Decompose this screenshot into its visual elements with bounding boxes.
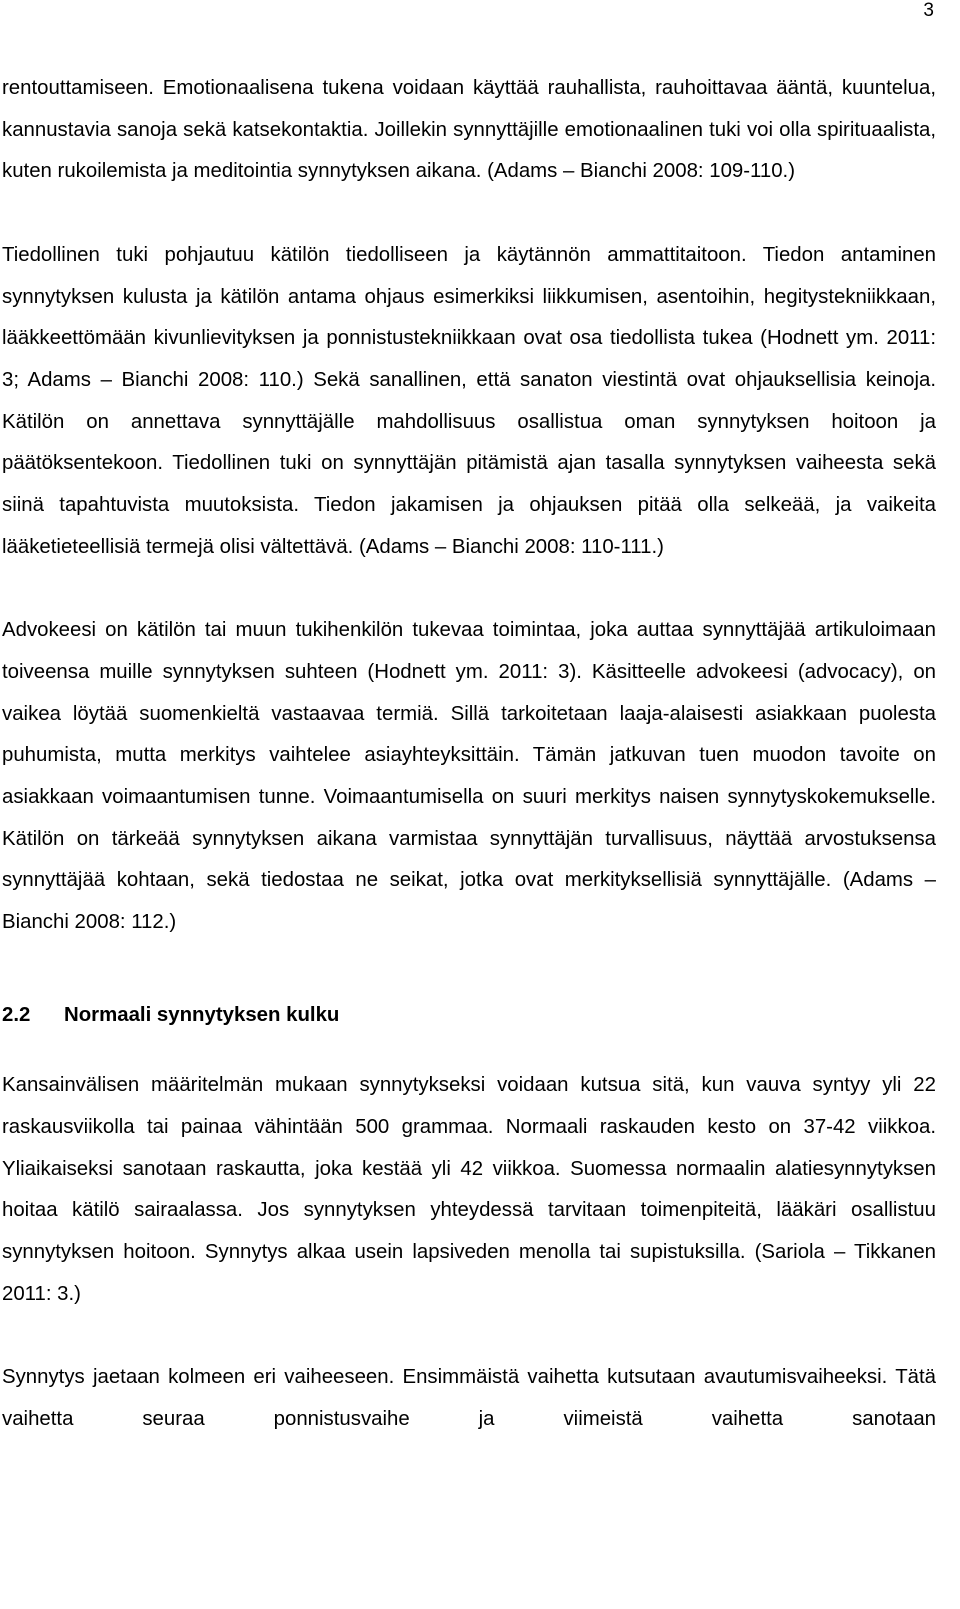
paragraph-birth-stages: Synnytys jaetaan kolmeen eri vaiheeseen. Ensimmäistä vaihetta kutsutaan avautumisvaiheeksi. Tätä vaihetta seuraa ponnistusvaihe ja viimeistä vaihetta sanotaan <box>2 1366 936 1430</box>
section-heading <box>2 995 936 1037</box>
document-body <box>2 68 936 1440</box>
paragraph-gap <box>2 944 936 986</box>
paragraph-gap <box>2 193 936 235</box>
paragraph-gap <box>2 1315 936 1357</box>
section-title: Normaali synnytyksen kulku <box>64 1004 340 1027</box>
paragraph-advocacy: Advokeesi on kätilön tai muun tukihenkilön tukevaa toimintaa, joka auttaa synnyttäjää artikuloimaan toiveensa muille synnytyksen suhteen (Hodnett ym. 2011: 3). Käsitteelle advokeesi (advocacy), on vaikea löytää suomenkieltä vastaavaa termiä. Sillä tarkoitetaan laaja-alaisesti asiakkaan puolesta puhumista, mutta merkitys vaihtelee asiayhteyksittäin. Tämän jatkuvan tuen muodon tavoite on asiakkaan voimaantumisen tunne. Voimaantumisella on suuri merkitys naisen synnytyskokemukselle. Kätilön on tärkeää synnytyksen aikana varmistaa synnyttäjän turvallisuus, näyttää arvostuksensa synnyttäjää kohtaan, sekä tiedostaa ne seikat, jotka ovat merkityksellisiä synnyttäjälle. (Adams – Bianchi 2008: 112.) <box>2 619 936 934</box>
page-number: 3 <box>923 0 934 21</box>
paragraph-emotional-support: rentouttamiseen. Emotionaalisena tukena voidaan käyttää rauhallista, rauhoittavaa ääntä, kuuntelua, kannustavia sanoja sekä katsekontaktia. Joillekin synnyttäjille emotionaalinen tuki voi olla spirituaalista, kuten rukoilemista ja meditointia synnytyksen aikana. (Adams – Bianchi 2008: 109-110.) <box>2 77 936 183</box>
paragraph-informational-support: Tiedollinen tuki pohjautuu kätilön tiedolliseen ja käytännön ammattitaitoon. Tiedon antaminen synnytyksen kulusta ja kätilön antama ohjaus esimerkiksi liikkumisen, asentoihin, hegitystekniikkaan, lääkkeettömään kivunlievityksen ja ponnistustekniikkaan ovat osa tiedollista tukea (Hodnett ym. 2011: 3; Adams – Bianchi 2008: 110.) Sekä sanallinen, että sanaton viestintä ovat ohjauksellisia keinoja. Kätilön on annettava synnyttäjälle mahdollisuus osallistua oman synnytyksen hoitoon ja päätöksentekoon. Tiedollinen tuki on synnyttäjän pitämistä ajan tasalla synnytyksen vaiheesta sekä siinä tapahtuvista muutoksista. Tiedon jakamisen ja ohjauksen pitää olla selkeää, ja vaikeita lääketieteellisiä termejä olisi vältettävä. (Adams – Bianchi 2008: 110-111.) <box>2 243 936 558</box>
paragraph-gap <box>2 1037 936 1065</box>
section-number: 2.2 <box>2 1004 31 1027</box>
paragraph-normal-birth: Kansainvälisen määritelmän mukaan synnytykseksi voidaan kutsua sitä, kun vauva syntyy yli 22 raskausviikolla tai painaa vähintään 500 grammaa. Normaali raskauden kesto on 37-42 viikkoa. Yliaikaiseksi sanotaan raskautta, joka kestää yli 42 viikkoa. Suomessa normaalin alatiesynnytyksen hoitaa kätilö sairaalassa. Jos synnytyksen yhteydessä tarvitaan toimenpiteitä, lääkäri osallistuu synnytyksen hoitoon. Synnytys alkaa usein lapsiveden menolla tai supistuksilla. (Sariola – Tikkanen 2011: 3.) <box>2 1074 936 1305</box>
paragraph-gap <box>2 985 936 995</box>
paragraph-gap <box>2 568 936 610</box>
